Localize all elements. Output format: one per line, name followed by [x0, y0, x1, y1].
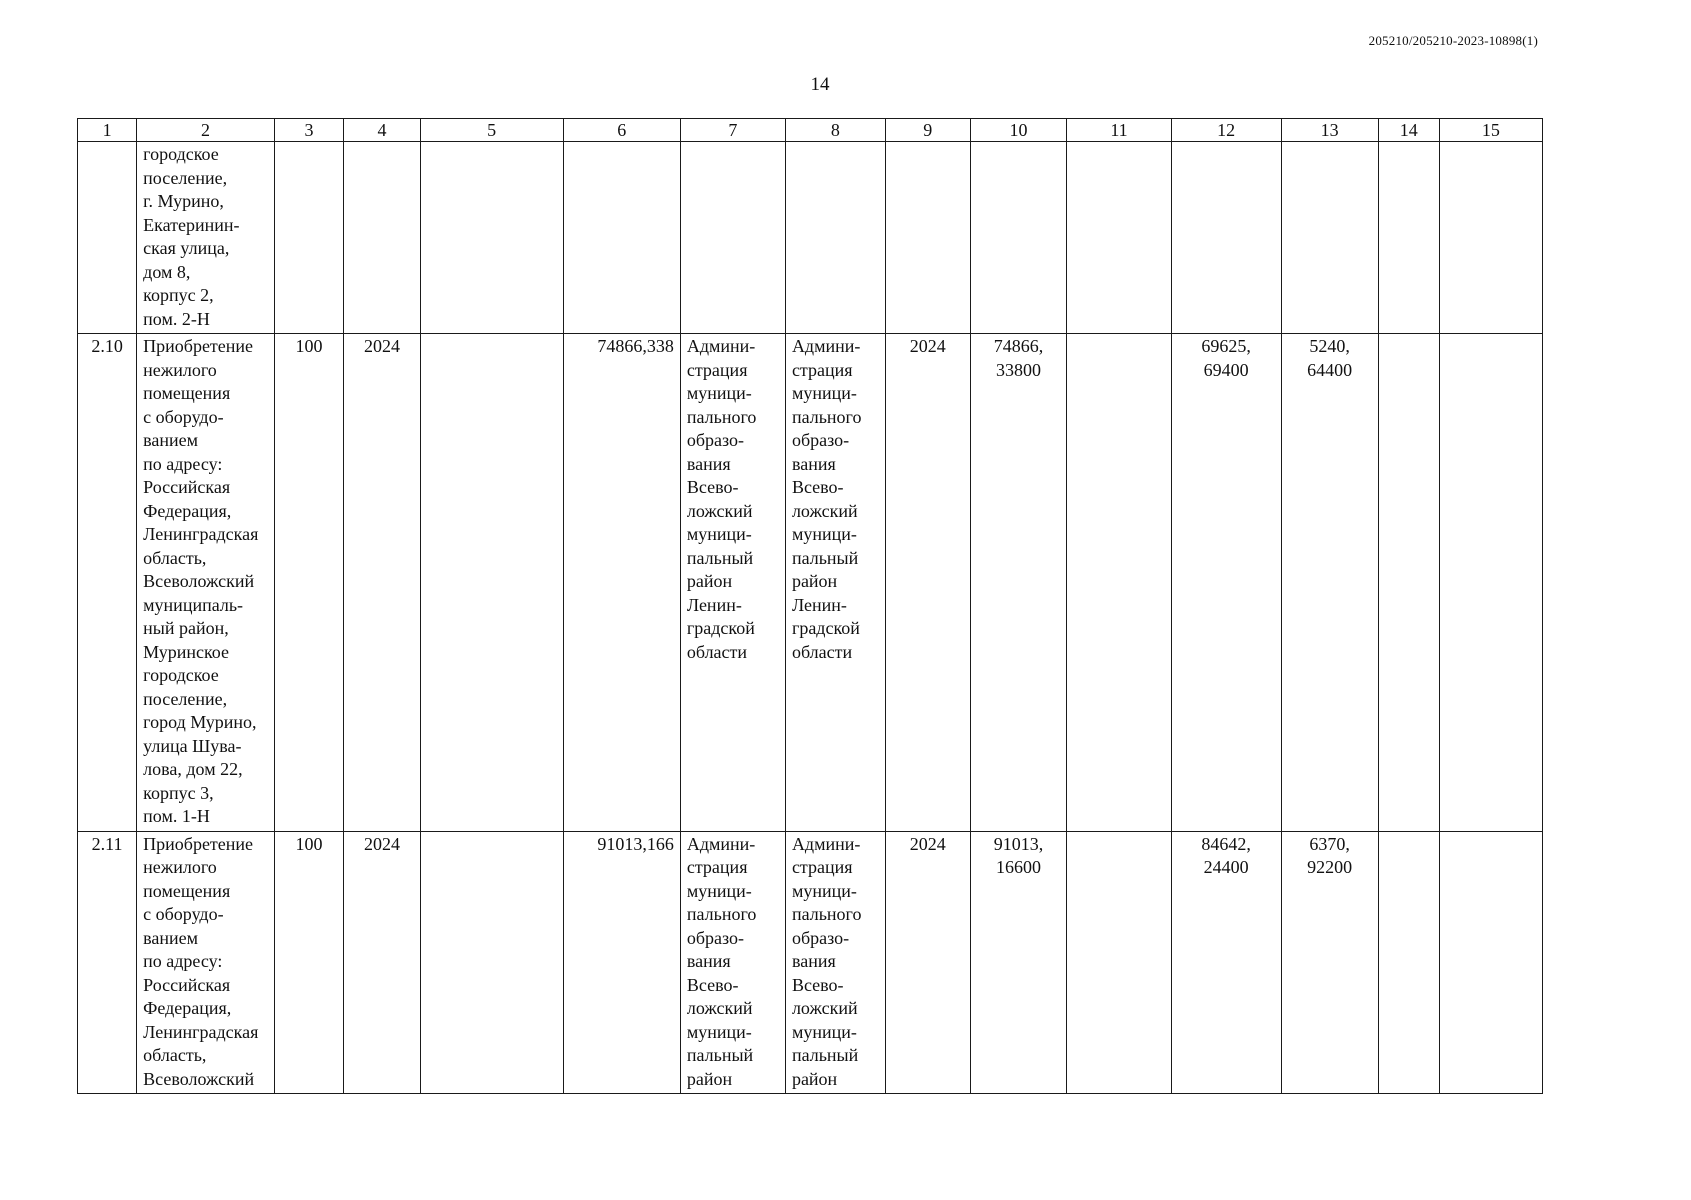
table-cell [420, 142, 563, 334]
column-header: 5 [420, 119, 563, 142]
column-header: 3 [274, 119, 343, 142]
table-cell-object: Приобретение нежилого помещения с оборудо- ванием по адресу: Российская Федерация, Ленинградская область, Всеволожский муниципаль- ный район, Муринское городское поселение, город Мурино, улица Шува- лова, дом 22, корпус 3, пом. 1-Н [137, 334, 275, 832]
table-cell-year: 2024 [885, 334, 970, 832]
table-cell-number: 2.10 [78, 334, 137, 832]
table-cell-organization: Админи- страция муници- пального образо- вания Всево- ложский муници- пальный район [785, 831, 885, 1094]
table-cell-year: 2024 [885, 831, 970, 1094]
table-cell-amount: 91013,166 [563, 831, 680, 1094]
table-cell: 100 [274, 831, 343, 1094]
table-cell [1067, 142, 1171, 334]
table-cell [1067, 831, 1171, 1094]
table-cell: 2024 [344, 831, 421, 1094]
column-header: 12 [1171, 119, 1281, 142]
column-header: 11 [1067, 119, 1171, 142]
table-cell [680, 142, 785, 334]
column-header: 1 [78, 119, 137, 142]
table-cell-amount: 5240, 64400 [1281, 334, 1378, 832]
table-cell [1439, 142, 1542, 334]
column-header: 13 [1281, 119, 1378, 142]
table-cell [344, 142, 421, 334]
table-cell [1439, 334, 1542, 832]
document-id: 205210/205210-2023-10898(1) [1368, 33, 1538, 48]
table-cell [1378, 831, 1439, 1094]
table-cell-organization: Админи- страция муници- пального образо- вания Всево- ложский муници- пальный район Ленин- градской области [785, 334, 885, 832]
table-row [78, 831, 1543, 1094]
column-header: 15 [1439, 119, 1542, 142]
table-cell: 2024 [344, 334, 421, 832]
table-cell: 100 [274, 334, 343, 832]
table-cell-amount: 91013, 16600 [970, 831, 1067, 1094]
column-header: 6 [563, 119, 680, 142]
table-cell [420, 334, 563, 832]
table-cell-amount: 84642, 24400 [1171, 831, 1281, 1094]
table-row [78, 334, 1543, 832]
table-cell-amount: 74866, 33800 [970, 334, 1067, 832]
table-cell [1067, 334, 1171, 832]
column-header: 10 [970, 119, 1067, 142]
table-cell [1439, 831, 1542, 1094]
table-cell-amount: 69625, 69400 [1171, 334, 1281, 832]
column-header: 7 [680, 119, 785, 142]
column-header: 14 [1378, 119, 1439, 142]
table-cell-amount: 6370, 92200 [1281, 831, 1378, 1094]
page-number: 14 [810, 74, 830, 95]
column-header: 2 [137, 119, 275, 142]
table-cell [78, 142, 137, 334]
table-cell [785, 142, 885, 334]
table-cell [420, 831, 563, 1094]
table-cell [1378, 142, 1439, 334]
table-cell [885, 142, 970, 334]
table-cell [563, 142, 680, 334]
table-cell [274, 142, 343, 334]
column-header: 9 [885, 119, 970, 142]
column-number-row [78, 119, 1543, 142]
table-cell [1281, 142, 1378, 334]
table-cell [1171, 142, 1281, 334]
column-header: 8 [785, 119, 885, 142]
data-table [77, 118, 1543, 1094]
table-cell-object: городское поселение, г. Мурино, Екатеринин- ская улица, дом 8, корпус 2, пом. 2-Н [137, 142, 275, 334]
column-header: 4 [344, 119, 421, 142]
table-cell-organization: Админи- страция муници- пального образо- вания Всево- ложский муници- пальный район Ленин- градской области [680, 334, 785, 832]
table-cell [1378, 334, 1439, 832]
table-row [78, 142, 1543, 334]
table-cell-number: 2.11 [78, 831, 137, 1094]
table-cell-amount: 74866,338 [563, 334, 680, 832]
table-cell [970, 142, 1067, 334]
table-cell-object: Приобретение нежилого помещения с оборудо- ванием по адресу: Российская Федерация, Ленинградская область, Всеволожский [137, 831, 275, 1094]
table-cell-organization: Админи- страция муници- пального образо- вания Всево- ложский муници- пальный район [680, 831, 785, 1094]
